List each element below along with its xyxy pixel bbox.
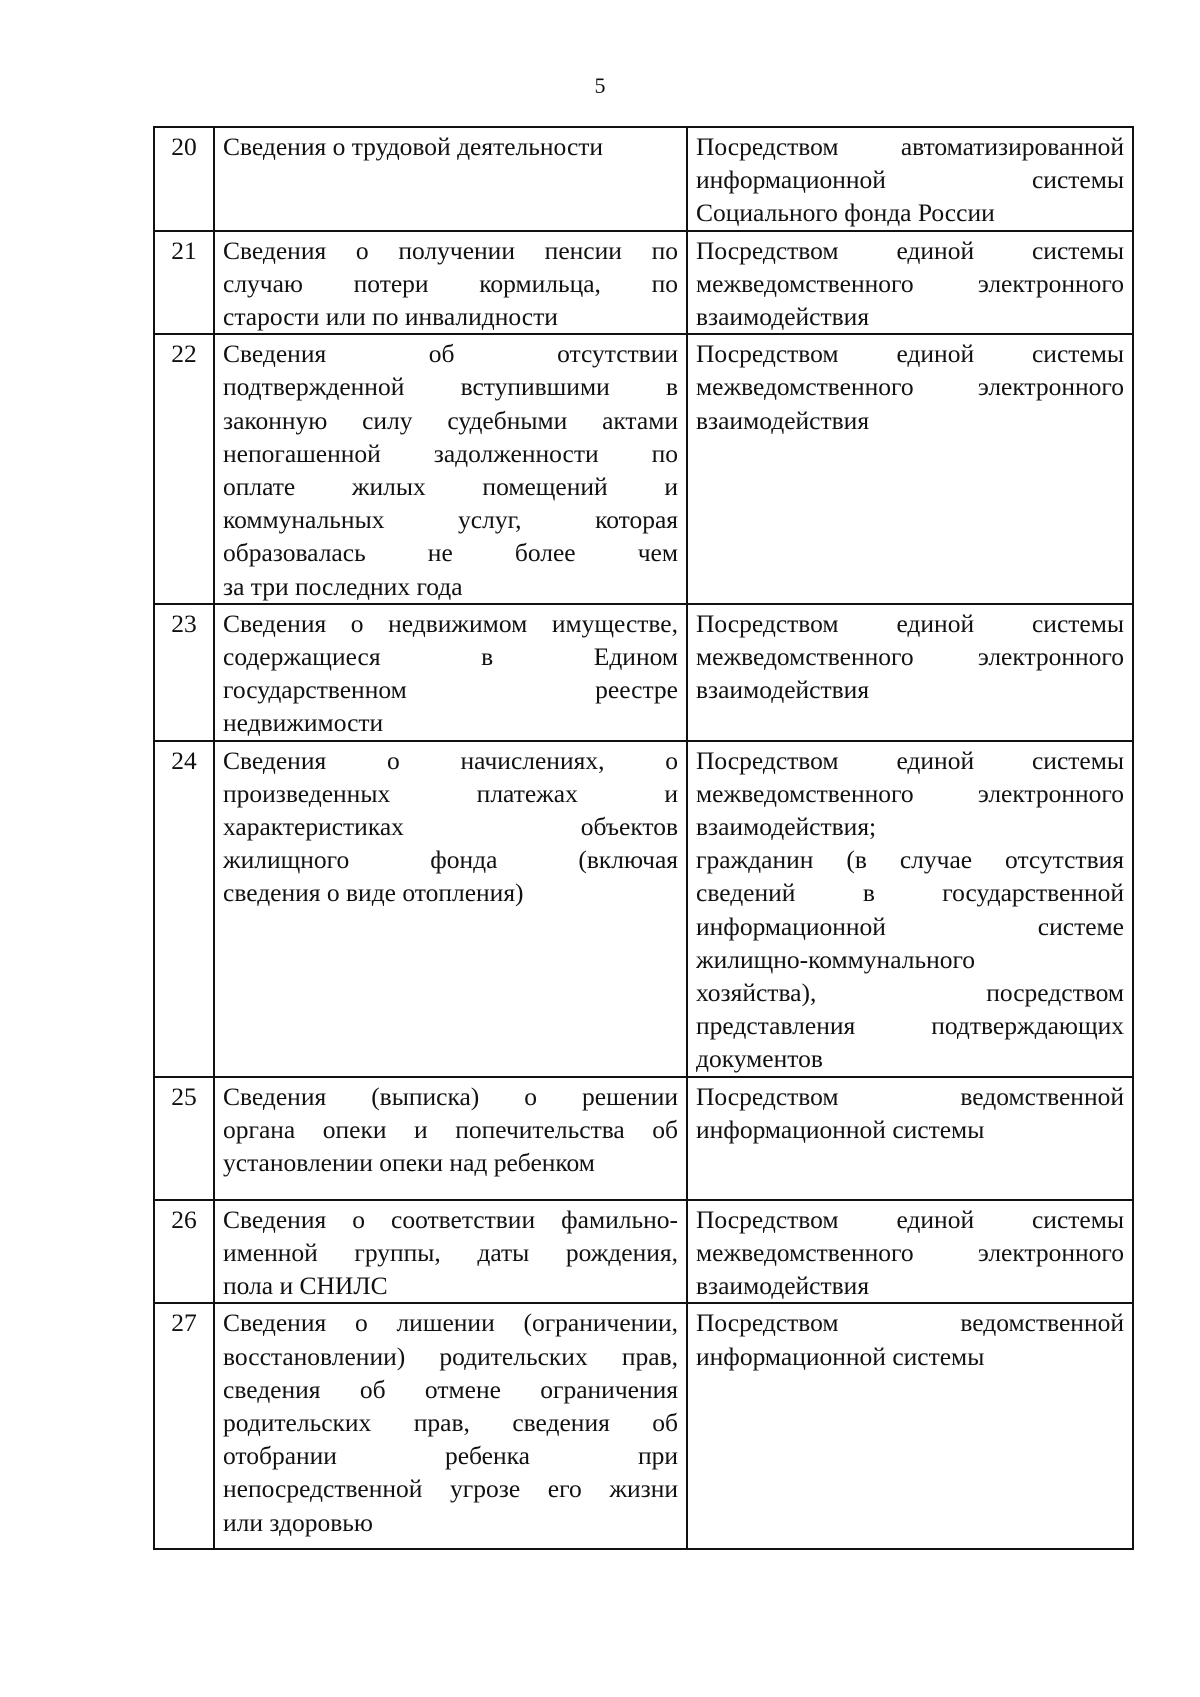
table-row (154, 231, 1133, 335)
info-line: государственном реестре (223, 675, 678, 705)
source-line: документов (696, 1044, 823, 1074)
info-cell (214, 231, 687, 335)
row-number: 27 (154, 1303, 214, 1549)
info-line: характеристиках объектов (223, 812, 678, 842)
table-row (154, 1077, 1133, 1200)
source-line: жилищно-коммунального (696, 944, 976, 974)
info-line: отобрании ребенка при (223, 1441, 678, 1471)
page-number: 5 (594, 73, 606, 98)
info-line: Сведения о начислениях, о (223, 745, 678, 775)
info-line: за три последних года (223, 571, 463, 601)
source-cell (687, 334, 1133, 604)
info-line: Сведения об отсутствии (223, 339, 678, 369)
source-line: межведомственного электронного (696, 372, 1124, 402)
info-line: жилищного фонда (включая (223, 845, 678, 875)
info-cell (214, 1303, 687, 1549)
table-row (154, 334, 1133, 604)
info-line: или здоровью (223, 1507, 373, 1537)
source-line: межведомственного электронного (696, 1237, 1124, 1267)
info-cell (214, 1200, 687, 1304)
source-cell (687, 1077, 1133, 1200)
source-line: межведомственного электронного (696, 642, 1124, 672)
source-line: Посредством единой системы (696, 1204, 1124, 1234)
source-line: информационной системы (696, 1114, 985, 1144)
table-body (154, 127, 1133, 1549)
info-line: сведения о виде отопления) (223, 878, 524, 908)
source-line: взаимодействия (696, 405, 870, 435)
source-line: хозяйства), посредством (696, 978, 1124, 1008)
source-cell (687, 604, 1133, 741)
source-line: Посредством единой системы (696, 235, 1124, 265)
source-line: Социального фонда России (696, 198, 995, 228)
info-line: случаю потери кормильца, по (223, 268, 678, 298)
source-line: представления подтверждающих (696, 1011, 1124, 1041)
info-line: органа опеки и попечительства об (223, 1114, 678, 1144)
info-line: коммунальных услуг, которая (223, 505, 678, 535)
info-line: пола и СНИЛС (223, 1271, 388, 1301)
table-row (154, 604, 1133, 741)
row-number: 23 (154, 604, 214, 741)
info-line: именной группы, даты рождения, (223, 1237, 678, 1267)
source-line: сведений в государственной (696, 878, 1124, 908)
table-row (154, 741, 1133, 1077)
info-line: старости или по инвалидности (223, 302, 558, 332)
info-line: восстановлении) родительских прав, (223, 1341, 678, 1371)
row-number: 22 (154, 334, 214, 604)
info-cell (214, 741, 687, 1077)
info-line: сведения об отмене ограничения (223, 1374, 678, 1404)
info-line: Сведения о недвижимом имуществе, (223, 608, 678, 638)
info-line: подтвержденной вступившими в (223, 372, 678, 402)
source-line: Посредством ведомственной (696, 1308, 1124, 1338)
table-row (154, 1303, 1133, 1549)
info-line: установлении опеки над ребенком (223, 1148, 595, 1178)
info-line: Сведения о лишении (ограничении, (223, 1308, 678, 1338)
source-line: взаимодействия; (696, 812, 877, 842)
source-line: межведомственного электронного (696, 268, 1124, 298)
info-line: образовалась не более чем (223, 538, 678, 568)
documents-table (153, 126, 1134, 1550)
source-cell (687, 1200, 1133, 1304)
source-line: взаимодействия (696, 302, 870, 332)
source-line: гражданин (в случае отсутствия (696, 845, 1124, 875)
source-cell (687, 127, 1133, 231)
source-line: Посредством единой системы (696, 745, 1124, 775)
info-line: Сведения о трудовой деятельности (223, 132, 604, 161)
row-number: 26 (154, 1200, 214, 1304)
info-line: непогашенной задолженности по (223, 438, 678, 468)
info-line: законную силу судебными актами (223, 405, 678, 435)
info-cell (214, 334, 687, 604)
info-cell (214, 1077, 687, 1200)
info-cell (214, 127, 687, 231)
source-line: Посредством ведомственной (696, 1081, 1124, 1111)
source-cell (687, 1303, 1133, 1549)
table-row (154, 1200, 1133, 1304)
info-line: недвижимости (223, 708, 384, 738)
row-number: 24 (154, 741, 214, 1077)
source-line: взаимодействия (696, 675, 870, 705)
source-line: Посредством автоматизированной (696, 132, 1124, 161)
info-line: произведенных платежах и (223, 778, 678, 808)
info-line: Сведения (выписка) о решении (223, 1081, 678, 1111)
info-line: непосредственной угрозе его жизни (223, 1474, 678, 1504)
source-line: информационной системы (696, 165, 1124, 195)
source-cell (687, 231, 1133, 335)
source-line: Посредством единой системы (696, 608, 1124, 638)
source-line: информационной системы (696, 1341, 985, 1371)
source-line: Посредством единой системы (696, 339, 1124, 369)
info-line: оплате жилых помещений и (223, 472, 678, 502)
info-cell (214, 604, 687, 741)
source-cell (687, 741, 1133, 1077)
info-line: Сведения о получении пенсии по (223, 235, 678, 265)
source-line: межведомственного электронного (696, 778, 1124, 808)
source-line: информационной системе (696, 911, 1124, 941)
info-line: содержащиеся в Едином (223, 642, 678, 672)
info-line: Сведения о соответствии фамильно- (223, 1204, 678, 1234)
row-number: 20 (154, 127, 214, 231)
table-row (154, 127, 1133, 231)
row-number: 21 (154, 231, 214, 335)
row-number: 25 (154, 1077, 214, 1200)
info-line: родительских прав, сведения об (223, 1407, 678, 1437)
source-line: взаимодействия (696, 1271, 870, 1301)
